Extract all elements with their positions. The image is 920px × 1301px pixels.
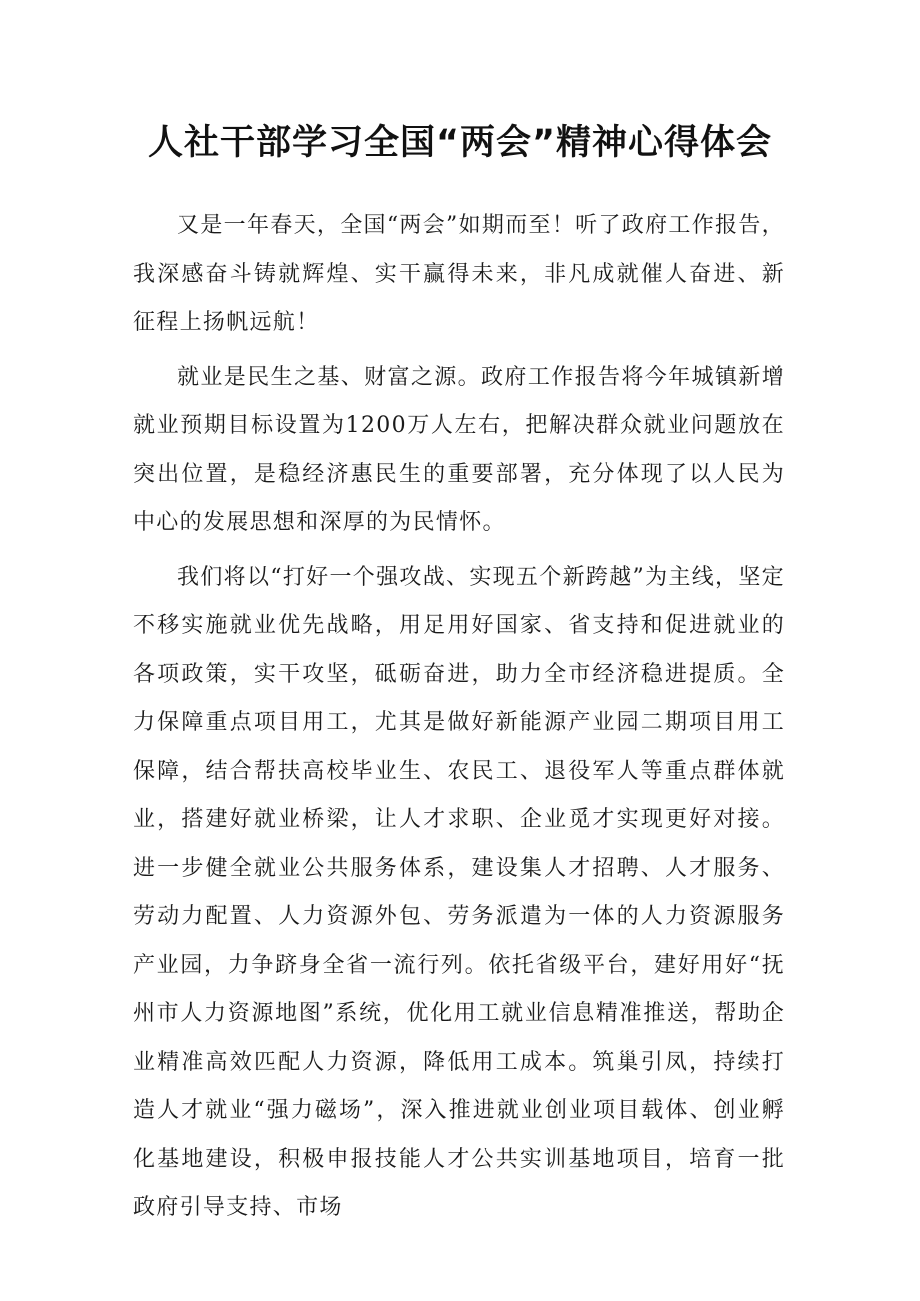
document-body <box>133 202 785 1233</box>
paragraph-2: 就业是民生之基、财富之源。政府工作报告将今年城镇新增就业预期目标设置为1200万人左右，把解决群众就业问题放在突出位置，是稳经济惠民生的重要部署，充分体现了以人民为中心的发展思想和深厚的为民情怀。 <box>133 364 785 535</box>
document-title: 人社干部学习全国“两会”精神心得体会 <box>147 123 772 163</box>
paragraph-1: 又是一年春天，全国“两会”如期而至！听了政府工作报告，我深感奋斗铸就辉煌、实干赢得未来，非凡成就催人奋进、新征程上扬帆远航！ <box>133 213 785 335</box>
paragraph-3: 我们将以“打好一个强攻战、实现五个新跨越”为主线，坚定不移实施就业优先战略，用足用好国家、省支持和促进就业的各项政策，实干攻坚，砥砺奋进，助力全市经济稳进提质。全力保障重点项目用工，尤其是做好新能源产业园二期项目用工保障，结合帮扶高校毕业生、农民工、退役军人等重点群体就业，搭建好就业桥梁，让人才求职、企业觅才实现更好对接。进一步健全就业公共服务体系，建设集人才招聘、人才服务、劳动力配置、人力资源外包、劳务派遣为一体的人力资源服务产业园，力争跻身全省一流行列。依托省级平台，建好用好“抚州市人力资源地图”系统，优化用工就业信息精准推送，帮助企业精准高效匹配人力资源，降低用工成本。筑巢引凤，持续打造人才就业“强力磁场”，深入推进就业创业项目载体、创业孵化基地建设，积极申报技能人才公共实训基地项目，培育一批政府引导支持、市场 <box>133 564 785 1220</box>
